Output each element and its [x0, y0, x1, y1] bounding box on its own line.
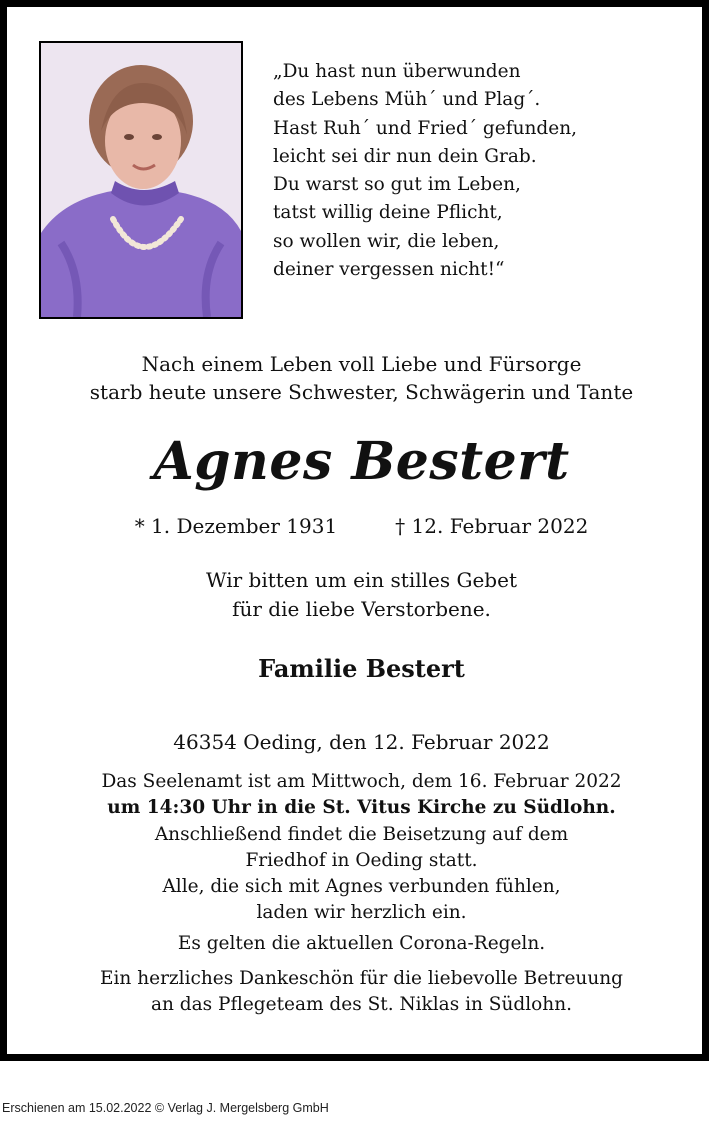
- details-time-line: um 14:30 Uhr in die St. Vitus Kirche zu Südlohn.: [107, 797, 616, 819]
- death-date: † 12. Februar 2022: [395, 514, 589, 538]
- thanks-note: [14, 966, 709, 1019]
- details-line: Anschließend findet die Beisetzung auf dem: [154, 823, 569, 845]
- family-signature: Familie Bestert: [258, 654, 465, 683]
- details-line: Das Seelenamt ist am Mittwoch, dem 16. Februar 2022: [101, 771, 622, 792]
- prayer-line: Wir bitten um ein stilles Gebet: [206, 568, 517, 592]
- thanks-line: Ein herzliches Dankeschön für die liebevolle Betreuung: [100, 968, 623, 989]
- details-line: Friedhof in Oeding statt.: [245, 849, 478, 871]
- intro-line: starb heute unsere Schwester, Schwägerin und Tante: [89, 380, 634, 404]
- poem-line: tatst willig deine Pflicht,: [273, 202, 503, 224]
- poem-line: Du warst so gut im Leben,: [273, 174, 521, 196]
- intro-text: [14, 350, 709, 406]
- poem: [273, 58, 653, 284]
- prayer-request: [14, 566, 709, 624]
- poem-line: leicht sei dir nun dein Grab.: [273, 145, 537, 167]
- poem-line: deiner vergessen nicht!“: [273, 259, 505, 281]
- publication-footer: Erschienen am 15.02.2022 © Verlag J. Mergelsberg GmbH: [2, 1101, 329, 1115]
- poem-line: so wollen wir, die leben,: [273, 230, 500, 252]
- life-dates: [14, 512, 709, 540]
- portrait-photo-icon: [41, 43, 241, 317]
- details-line: laden wir herzlich ein.: [256, 902, 467, 924]
- poem-line: des Lebens Müh´ und Plag´.: [273, 89, 541, 111]
- intro-line: Nach einem Leben voll Liebe und Fürsorge: [141, 352, 582, 376]
- corona-notice: Es gelten die aktuellen Corona-Regeln.: [177, 933, 546, 954]
- place-and-date: 46354 Oeding, den 12. Februar 2022: [173, 730, 550, 754]
- deceased-name: Agnes Bestert: [153, 431, 570, 492]
- prayer-line: für die liebe Verstorbene.: [232, 597, 491, 621]
- poem-line: Hast Ruh´ und Fried´ gefunden,: [273, 117, 577, 139]
- poem-line: „Du hast nun überwunden: [273, 61, 521, 82]
- portrait-photo: [39, 41, 243, 319]
- details-line: Alle, die sich mit Agnes verbunden fühlen,: [162, 876, 561, 898]
- thanks-line: an das Pflegeteam des St. Niklas in Südlohn.: [150, 994, 572, 1016]
- funeral-details: [14, 769, 709, 927]
- birth-date: * 1. Dezember 1931: [134, 514, 338, 538]
